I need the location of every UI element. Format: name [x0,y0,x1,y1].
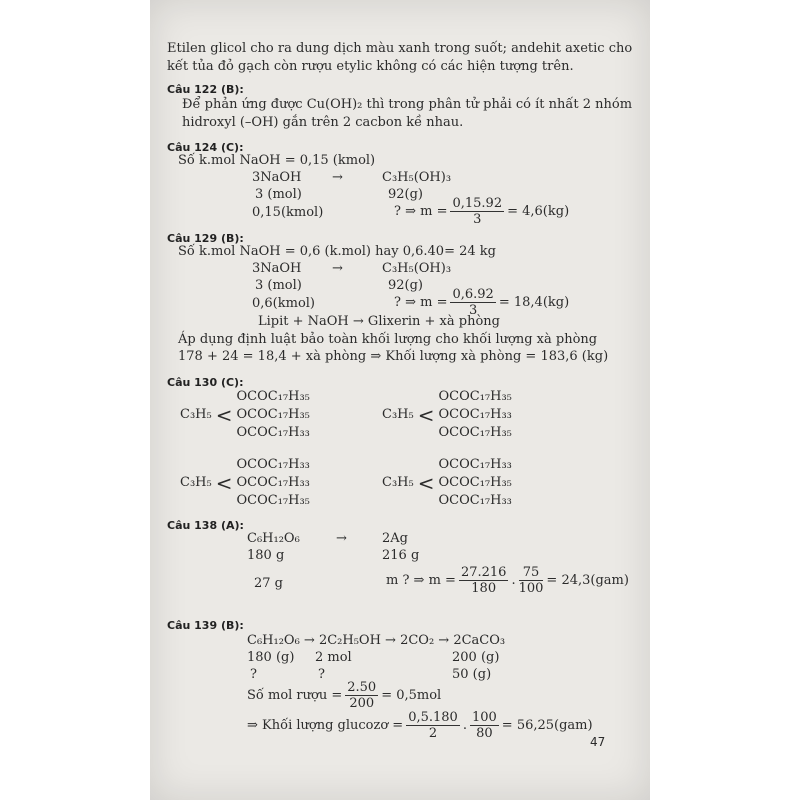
q129-p-mass: 92(g) [388,278,424,293]
q139-mol-numerator: 2.50 [347,680,377,695]
q124-result: = 4,6(kg) [507,203,570,219]
q124-label: Câu 124 (C): [167,141,244,154]
q139-row2-b: ? [318,667,325,682]
q129-label: Câu 129 (B): [167,232,244,245]
q130-s2-core: C₃H₅ [382,407,414,422]
q139-row2-a: ? [250,667,257,682]
brace-icon: < [417,471,435,495]
q139-mol-label: Số mol rượu = [247,687,343,703]
q138-fraction-1 [459,565,509,596]
q139-mass-numerator-1: 0,5.180 [408,710,458,725]
q130-s1-group-2: OCOC₁₇H₃₅ [236,407,310,422]
q139-mol-calc [247,680,441,711]
q138-calc-prefix: m ? ⇒ m = [386,572,456,588]
q139-mol-result: = 0,5mol [381,687,442,703]
q138-numerator-1: 27.216 [460,565,507,580]
q138-arrow: → [336,531,347,546]
q139-mass-denominator-1: 2 [428,726,438,741]
q138-denominator-2: 100 [518,581,544,596]
q138-result: = 24,3(gam) [546,572,629,588]
q130-s4-group-1: OCOC₁₇H₃₃ [438,457,512,472]
q129-line-1: Số k.mol NaOH = 0,6 (k.mol) hay 0,6.40= 24 kg [178,244,496,259]
q138-denominator-1: 180 [471,581,497,596]
q124-product: C₃H₅(OH)₃ [382,170,452,185]
brace-icon: < [215,471,233,495]
q139-mass-calc [247,710,593,741]
q130-structure-4 [382,456,512,510]
q139-mass-fraction-2 [470,710,499,741]
q139-label: Câu 139 (B): [167,619,244,632]
q138-label: Câu 138 (A): [167,519,244,532]
book-page [150,0,650,800]
q129-equation: Lipit + NaOH → Glixerin + xà phòng [258,314,500,329]
q129-r-given: 0,6(kmol) [252,296,316,311]
q129-calc-prefix: ? ⇒ m = [394,294,448,310]
q130-s1-core: C₃H₅ [180,407,212,422]
q129-result: = 18,4(kg) [498,294,570,310]
q130-s3-group-2: OCOC₁₇H₃₃ [236,475,310,490]
q138-fraction-2 [519,565,544,596]
q124-r-mol: 3 (mol) [255,187,302,202]
q130-s4-groups [438,456,511,510]
q138-reactant: C₆H₁₂O₆ [247,531,300,546]
q124-calc-prefix: ? ⇒ m = [394,203,448,219]
q124-denominator: 3 [473,212,482,227]
q139-row1-b: 2 mol [315,650,352,665]
q130-s1-groups [236,388,309,442]
q129-reactant: 3NaOH [252,261,302,276]
q122-label: Câu 122 (B): [167,83,244,96]
q139-mass-denominator-2: 80 [476,726,493,741]
q124-r-given: 0,15(kmol) [252,205,324,220]
q138-p-mass: 216 g [382,548,420,563]
q139-mass-numerator-2: 100 [471,710,497,725]
q129-numerator: 0,6.92 [452,287,494,302]
multiply-dot: . [462,717,467,733]
q139-row1-a: 180 (g) [247,650,295,665]
q124-reactant: 3NaOH [252,170,302,185]
q139-mass-result: = 56,25(gam) [501,717,593,733]
intro-line-1: Etilen glicol cho ra dung dịch màu xanh trong suốt; andehit axetic cho [167,41,633,56]
q130-s2-group-2: OCOC₁₇H₃₃ [438,407,512,422]
q130-s3-core: C₃H₅ [180,475,212,490]
q130-s4-group-2: OCOC₁₇H₃₅ [438,475,512,490]
q124-fraction [450,196,504,227]
q138-numerator-2: 75 [519,565,544,581]
q139-equation: C₆H₁₂O₆ → 2C₂H₅OH → 2CO₂ → 2CaCO₃ [247,633,506,648]
q130-s1-group-1: OCOC₁₇H₃₅ [236,389,310,404]
q130-structure-2 [382,388,512,442]
q130-structure-3 [180,456,310,510]
q130-s1-group-3: OCOC₁₇H₃₃ [236,425,310,440]
q138-r-given: 27 g [254,576,283,591]
q138-product: 2Ag [382,531,408,546]
q130-label: Câu 130 (C): [167,376,244,389]
page-number: 47 [590,735,606,749]
intro-line-2: kết tủa đỏ gạch còn rượu etylic không có các hiện tượng trên. [167,59,574,74]
q139-row1-c: 200 (g) [452,650,500,665]
brace-icon: < [215,403,233,427]
q130-s4-core: C₃H₅ [382,475,414,490]
q130-s3-group-1: OCOC₁₇H₃₃ [236,457,310,472]
q138-calc [386,565,629,596]
q122-line-2: hidroxyl (–OH) gắn trên 2 cacbon kề nhau. [182,115,464,130]
q130-s4-group-3: OCOC₁₇H₃₃ [438,493,512,508]
q130-structure-1 [180,388,310,442]
q129-conclusion: 178 + 24 = 18,4 + xà phòng ⇒ Khối lượng xà phòng = 183,6 (kg) [178,349,609,364]
q139-mol-denominator: 200 [349,696,375,711]
q129-arrow: → [332,261,343,276]
brace-icon: < [417,403,435,427]
q124-line-1: Số k.mol NaOH = 0,15 (kmol) [178,153,376,168]
q124-arrow: → [332,170,343,185]
q129-denominator: 3 [469,303,478,318]
q129-law: Áp dụng định luật bảo toàn khối lượng cho khối lượng xà phòng [178,332,598,347]
q130-s3-group-3: OCOC₁₇H₃₅ [236,493,310,508]
q124-numerator: 0,15.92 [452,196,503,211]
q138-r-mass: 180 g [247,548,285,563]
q139-mass-label: ⇒ Khối lượng glucozơ = [247,717,404,733]
q130-s2-group-3: OCOC₁₇H₃₅ [438,425,512,440]
q124-p-mass: 92(g) [388,187,424,202]
q129-r-mol: 3 (mol) [255,278,302,293]
q129-product: C₃H₅(OH)₃ [382,261,452,276]
q130-s2-groups [438,388,511,442]
q139-row2-c: 50 (g) [452,667,492,682]
multiply-dot: . [511,572,516,588]
q130-s2-group-1: OCOC₁₇H₃₅ [438,389,512,404]
q122-line-1: Để phản ứng được Cu(OH)₂ thì trong phân tử phải có ít nhất 2 nhóm [182,97,633,112]
q139-mol-fraction [345,680,378,711]
q130-s3-groups [236,456,309,510]
q139-mass-fraction-1 [406,710,460,741]
q124-calc [394,196,569,227]
